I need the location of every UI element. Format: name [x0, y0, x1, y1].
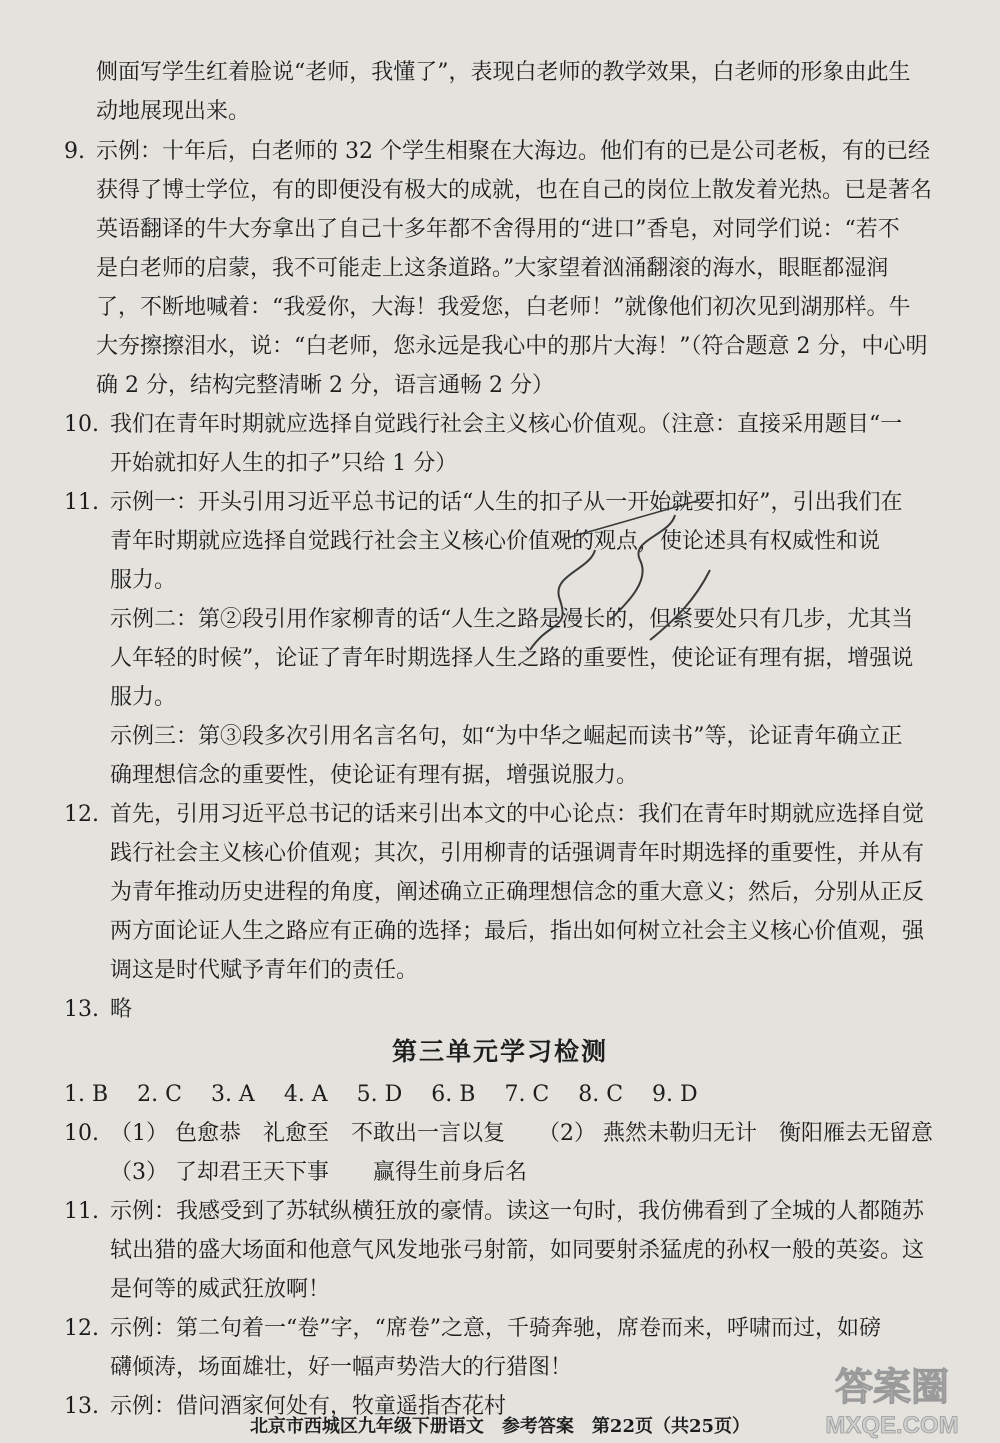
page-footer: 北京市西城区九年级下册语文 参考答案 第22页（共25页）	[249, 1416, 751, 1437]
line-text: 我们在青年时期就应选择自觉践行社会主义核心价值观。（注意：直接采用题目“一	[110, 412, 903, 437]
line-text: 大夯擦擦泪水，说：“白老师，您永远是我心中的那片大海！”（符合题意 2 分，中心明	[96, 334, 928, 359]
item-number: 12.	[64, 802, 99, 827]
line-text: 英语翻译的牛大夯拿出了自己十多年都不舍得用的“进口”香皂，对同学们说：“若不	[96, 217, 900, 242]
item-number: 13.	[64, 997, 99, 1022]
line-text: 践行社会主义核心价值观；其次，引用柳青的话强调青年时期选择的重要性，并从有	[110, 841, 925, 866]
line-text: 略	[110, 997, 133, 1022]
line-text: 示例：第二句着一“卷”字，“席卷”之意，千骑奔驰，席卷而来，呼啸而过，如磅	[110, 1316, 881, 1341]
item-number: 11.	[64, 1199, 99, 1224]
line-text: 为青年推动历史进程的角度，阐述确立正确理想信念的重大意义；然后，分别从正反	[110, 880, 925, 905]
handwritten-mark-icon	[500, 480, 740, 690]
line-text: 示例一：开头引用习近平总书记的话“人生的扣子从一开始就要扣好”，引出我们在	[110, 490, 903, 515]
line-text: （1） 色愈恭 礼愈至 不敢出一言以复 （2） 燕然未勒归无计 衡阳雁去无留意	[110, 1121, 933, 1146]
line-text: 确理想信念的重要性，使论证有理有据，增强说服力。	[110, 763, 639, 788]
line-text: 示例三：第③段多次引用名言名句，如“为中华之崛起而读书”等，论证青年确立正	[110, 724, 903, 749]
line-text: 示例：十年后，白老师的 32 个学生相聚在大海边。他们有的已是公司老板，有的已经	[96, 139, 930, 164]
line-text: 示例：我感受到了苏轼纵横狂放的豪情。读这一句时，我仿佛看到了全城的人都随苏	[110, 1199, 925, 1224]
line-text: 确 2 分，结构完整清晰 2 分，语言通畅 2 分）	[96, 373, 554, 398]
line-text: 1. B 2. C 3. A 4. A 5. D 6. B 7. C 8. C 9. D	[64, 1082, 698, 1107]
item-number: 10.	[64, 1121, 99, 1146]
line-text: 青年时期就应选择自觉践行社会主义核心价值观的观点，使论述具有权威性和说	[110, 529, 881, 554]
item-number: 13.	[64, 1394, 99, 1419]
line-text: 调这是时代赋予青年们的责任。	[110, 958, 419, 983]
item-number: 12.	[64, 1316, 99, 1341]
line-text: 服力。	[110, 568, 177, 593]
line-text: 是白老师的启蒙，我不可能走上这条道路。”大家望着汹涌翻滚的海水，眼眶都湿润	[96, 256, 889, 281]
svg-text:答案圈: 答案圈	[834, 1367, 950, 1409]
line-text: 开始就扣好人生的扣子”只给 1 分）	[110, 451, 458, 476]
item-number: 9.	[64, 139, 85, 164]
watermark-logo-icon	[790, 1355, 995, 1440]
line-text: 人年轻的时候”，论证了青年时期选择人生之路的重要性，使论证有理有据，增强说	[110, 646, 914, 671]
line-text: （3） 了却君王天下事 赢得生前身后名	[110, 1160, 527, 1185]
line-text: 示例二：第②段引用作家柳青的话“人生之路是漫长的，但紧要处只有几步，尤其当	[110, 607, 914, 632]
svg-text:MXQE.COM: MXQE.COM	[825, 1412, 959, 1439]
line-text: 是何等的威武狂放啊！	[110, 1277, 331, 1302]
line-text: 了，不断地喊着：“我爱你，大海！我爱您，白老师！”就像他们初次见到湖那样。牛	[96, 295, 911, 320]
line-text: 两方面论证人生之路应有正确的选择；最后，指出如何树立社会主义核心价值观，强	[110, 919, 925, 944]
line-text: 示例：借问酒家何处有，牧童遥指杏花村	[110, 1394, 507, 1419]
line-text: 首先，引用习近平总书记的话来引出本文的中心论点：我们在青年时期就应选择自觉	[110, 802, 925, 827]
line-text: 礴倾涛，场面雄壮，好一幅声势浩大的行猎图！	[110, 1355, 573, 1380]
line-text: 动地展现出来。	[96, 99, 251, 124]
line-text: 侧面写学生红着脸说“老师，我懂了”，表现白老师的教学效果，白老师的形象由此生	[96, 60, 911, 85]
item-number: 11.	[64, 490, 99, 515]
line-text: 服力。	[110, 685, 177, 710]
section-title: 第三单元学习检测	[391, 1037, 608, 1066]
item-number: 10.	[64, 412, 99, 437]
line-text: 轼出猎的盛大场面和他意气风发地张弓射箭，如同要射杀猛虎的孙权一般的英姿。这	[110, 1238, 925, 1263]
line-text: 获得了博士学位，有的即便没有极大的成就，也在自己的岗位上散发着光热。已是著名	[96, 178, 933, 203]
